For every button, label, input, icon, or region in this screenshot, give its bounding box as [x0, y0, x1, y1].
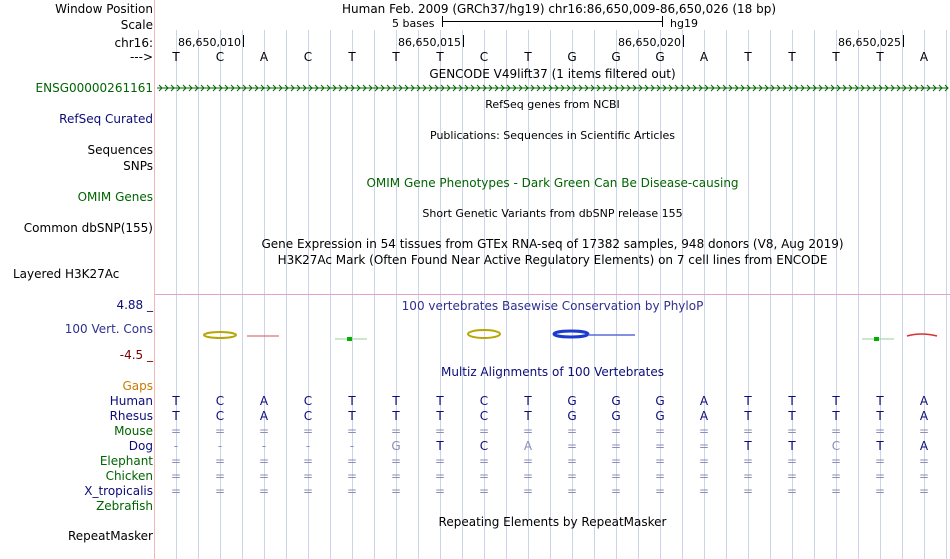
- alignment-base: =: [478, 484, 490, 498]
- ruler-position-3: 86,650,020: [618, 36, 681, 49]
- phylop-logo-g: [554, 331, 588, 337]
- base-letter: T: [832, 50, 840, 64]
- alignment-base: A: [259, 394, 269, 408]
- alignment-base: T: [524, 409, 532, 423]
- alignment-base: T: [832, 409, 840, 423]
- base-letter: C: [215, 50, 225, 64]
- base-letter: A: [919, 50, 929, 64]
- alignment-base: =: [874, 484, 886, 498]
- base-letter: G: [567, 50, 577, 64]
- alignment-base: =: [698, 424, 710, 438]
- refseq-track-title: RefSeq genes from NCBI: [485, 98, 620, 111]
- alignment-base: C: [479, 394, 489, 408]
- alignment-base: =: [390, 424, 402, 438]
- refseq-track-label[interactable]: RefSeq Curated: [59, 112, 153, 126]
- alignment-base: =: [522, 424, 534, 438]
- alignment-base: G: [391, 439, 401, 453]
- gtex-track-title: Gene Expression in 54 tissues from GTEx RNA-seq of 17382 samples, 948 donors (V8, Aug 2019): [261, 237, 844, 251]
- alignment-base: A: [699, 409, 709, 423]
- alignment-base: =: [346, 484, 358, 498]
- ruler-tick-1: [243, 35, 244, 47]
- ruler-tick-3: [683, 35, 684, 47]
- phylop-logo-c-2: [468, 330, 500, 338]
- base-letter: A: [259, 50, 269, 64]
- base-letter: G: [611, 50, 621, 64]
- h3k27ac-track-label[interactable]: Layered H3K27Ac: [13, 267, 120, 281]
- multiz-species-label[interactable]: X_tropicalis: [84, 484, 153, 498]
- alignment-base: T: [788, 409, 796, 423]
- alignment-base: =: [214, 424, 226, 438]
- alignment-base: -: [173, 439, 179, 453]
- base-letter: A: [699, 50, 709, 64]
- phylop-point-2: [874, 337, 879, 341]
- alignment-base: C: [215, 394, 225, 408]
- ruler-position-2: 86,650,015: [398, 36, 461, 49]
- omim-track-label[interactable]: OMIM Genes: [77, 190, 153, 204]
- alignment-base: =: [874, 424, 886, 438]
- alignment-base: =: [346, 454, 358, 468]
- alignment-base: C: [479, 439, 489, 453]
- base-letter: T: [436, 50, 444, 64]
- alignment-base: =: [698, 469, 710, 483]
- alignment-base: =: [874, 454, 886, 468]
- alignment-base: =: [918, 484, 930, 498]
- alignment-base: =: [566, 469, 578, 483]
- alignment-base: =: [390, 469, 402, 483]
- alignment-base: =: [258, 469, 270, 483]
- alignment-base: G: [611, 409, 621, 423]
- multiz-species-label[interactable]: Chicken: [105, 469, 153, 483]
- alignment-base: =: [302, 469, 314, 483]
- dbsnp-track-title: Short Genetic Variants from dbSNP release 155: [422, 207, 683, 220]
- alignment-base: C: [303, 394, 313, 408]
- alignment-base: T: [524, 394, 532, 408]
- alignment-base: =: [918, 454, 930, 468]
- base-letter: T: [744, 50, 752, 64]
- alignment-base: =: [698, 454, 710, 468]
- alignment-base: =: [258, 424, 270, 438]
- base-letter: T: [348, 50, 356, 64]
- alignment-base: =: [786, 484, 798, 498]
- ruler-tick-4: [903, 35, 904, 47]
- repeatmasker-track-label[interactable]: RepeatMasker: [67, 529, 153, 543]
- alignment-base: A: [523, 439, 533, 453]
- alignment-base: T: [436, 409, 444, 423]
- base-letter: G: [655, 50, 665, 64]
- alignment-base: =: [786, 424, 798, 438]
- publications-track-title: Publications: Sequences in Scientific Articles: [430, 129, 675, 142]
- alignment-base: -: [261, 439, 267, 453]
- alignment-base: T: [172, 394, 180, 408]
- scale-bar: [442, 21, 663, 22]
- alignment-base: =: [258, 454, 270, 468]
- scale-assembly: hg19: [670, 17, 698, 30]
- alignment-base: A: [699, 394, 709, 408]
- alignment-base: =: [434, 424, 446, 438]
- multiz-species-label[interactable]: Mouse: [114, 424, 153, 438]
- alignment-base: T: [744, 409, 752, 423]
- alignment-base: =: [654, 454, 666, 468]
- phylop-track-title: 100 vertebrates Basewise Conservation by PhyloP: [401, 299, 704, 313]
- alignment-base: C: [303, 409, 313, 423]
- alignment-base: =: [214, 454, 226, 468]
- alignment-base: =: [566, 424, 578, 438]
- gencode-track-title: GENCODE V49lift37 (1 items filtered out): [429, 67, 676, 81]
- alignment-base: =: [434, 484, 446, 498]
- alignment-base: =: [610, 484, 622, 498]
- alignment-base: =: [742, 454, 754, 468]
- base-letter: T: [788, 50, 796, 64]
- alignment-base: T: [876, 439, 884, 453]
- chrom-label: chr16:: [114, 36, 153, 50]
- alignment-base: T: [436, 394, 444, 408]
- alignment-base: T: [172, 409, 180, 423]
- multiz-track-title: Multiz Alignments of 100 Vertebrates: [440, 365, 665, 379]
- alignment-base: =: [918, 424, 930, 438]
- alignment-base: C: [831, 439, 841, 453]
- alignment-base: T: [744, 394, 752, 408]
- alignment-base: A: [919, 394, 929, 408]
- ruler-tick-2: [463, 35, 464, 47]
- alignment-base: =: [654, 484, 666, 498]
- h3k27ac-track-title: H3K27Ac Mark (Often Found Near Active Regulatory Elements) on 7 cell lines from ENCODE: [277, 253, 828, 267]
- scale-text: 5 bases: [392, 17, 435, 30]
- alignment-base: =: [346, 469, 358, 483]
- alignment-base: =: [522, 469, 534, 483]
- alignment-base: T: [788, 394, 796, 408]
- base-letter: C: [479, 50, 489, 64]
- alignment-base: =: [566, 439, 578, 453]
- alignment-base: -: [217, 439, 223, 453]
- alignment-base: =: [830, 469, 842, 483]
- alignment-base: A: [259, 409, 269, 423]
- alignment-base: =: [434, 454, 446, 468]
- gencode-gene-label[interactable]: [36, 81, 153, 95]
- window-position-label: Window Position: [55, 2, 153, 16]
- alignment-base: =: [170, 454, 182, 468]
- multiz-species-label[interactable]: Rhesus: [109, 409, 153, 423]
- base-letter: C: [303, 50, 313, 64]
- alignment-base: =: [390, 454, 402, 468]
- window-position-value: Human Feb. 2009 (GRCh37/hg19) chr16:86,650,009-86,650,026 (18 bp): [342, 2, 777, 16]
- alignment-base: =: [170, 484, 182, 498]
- alignment-base: -: [349, 439, 355, 453]
- alignment-base: =: [610, 454, 622, 468]
- alignment-base: A: [919, 439, 929, 453]
- multiz-species-label[interactable]: Dog: [128, 439, 153, 453]
- alignment-base: T: [348, 409, 356, 423]
- alignment-base: =: [654, 439, 666, 453]
- alignment-base: =: [258, 484, 270, 498]
- multiz-species-label[interactable]: Elephant: [99, 454, 153, 468]
- alignment-base: =: [522, 454, 534, 468]
- alignment-base: T: [876, 409, 884, 423]
- alignment-base: =: [830, 424, 842, 438]
- alignment-base: =: [566, 484, 578, 498]
- alignment-base: =: [830, 454, 842, 468]
- alignment-base: =: [566, 454, 578, 468]
- ruler-position-4: 86,650,025: [838, 36, 901, 49]
- ruler-position-1: 86,650,010: [178, 36, 241, 49]
- alignment-base: =: [874, 469, 886, 483]
- gencode-gene-feature[interactable]: [155, 82, 950, 94]
- alignment-base: =: [522, 484, 534, 498]
- alignment-base: =: [214, 484, 226, 498]
- base-letter: T: [392, 50, 400, 64]
- alignment-base: =: [830, 484, 842, 498]
- alignment-base: =: [346, 424, 358, 438]
- scale-bar-right-cap: [662, 16, 663, 27]
- omim-track-title: OMIM Gene Phenotypes - Dark Green Can Be Disease-causing: [366, 176, 739, 190]
- repeatmasker-track-title: Repeating Elements by RepeatMasker: [438, 515, 667, 529]
- scale-label: Scale: [120, 18, 153, 32]
- alignment-base: T: [832, 394, 840, 408]
- base-letter: T: [876, 50, 884, 64]
- alignment-base: G: [567, 409, 577, 423]
- phylop-point-1: [347, 337, 352, 341]
- alignment-base: =: [302, 484, 314, 498]
- alignment-base: =: [742, 469, 754, 483]
- alignment-base: T: [436, 439, 444, 453]
- alignment-base: =: [478, 469, 490, 483]
- alignment-base: =: [742, 424, 754, 438]
- multiz-species-label[interactable]: Human: [109, 394, 153, 408]
- alignment-base: T: [348, 394, 356, 408]
- alignment-base: T: [392, 409, 400, 423]
- multiz-gaps-label: Gaps: [122, 379, 153, 393]
- publications-track-label[interactable]: Sequences: [87, 143, 153, 157]
- phylop-logo-c-1: [204, 332, 236, 338]
- alignment-base: =: [698, 484, 710, 498]
- phylop-low-mark-5: [907, 334, 937, 336]
- base-letter: T: [172, 50, 180, 64]
- phylop-track-label[interactable]: 100 Vert. Cons: [64, 322, 153, 336]
- alignment-base: G: [655, 394, 665, 408]
- alignment-base: -: [305, 439, 311, 453]
- base-letter: T: [524, 50, 532, 64]
- alignment-base: =: [390, 484, 402, 498]
- alignment-base: T: [876, 394, 884, 408]
- phylop-conservation-plot: [155, 320, 950, 350]
- snps-track-label[interactable]: SNPs: [123, 159, 153, 173]
- alignment-base: =: [434, 469, 446, 483]
- alignment-base: G: [655, 409, 665, 423]
- alignment-base: A: [919, 409, 929, 423]
- alignment-base: =: [786, 469, 798, 483]
- track-divider-line: [155, 294, 950, 295]
- alignment-base: =: [478, 454, 490, 468]
- gencode-gene-link[interactable]: ENSG00000261161: [35, 81, 153, 95]
- alignment-base: =: [654, 424, 666, 438]
- alignment-base: =: [170, 424, 182, 438]
- alignment-base: =: [478, 424, 490, 438]
- alignment-base: =: [698, 439, 710, 453]
- alignment-base: T: [744, 439, 752, 453]
- alignment-base: =: [610, 469, 622, 483]
- alignment-base: =: [610, 439, 622, 453]
- alignment-base: G: [567, 394, 577, 408]
- phylop-max-label: 4.88 _: [116, 298, 153, 312]
- dbsnp-track-label[interactable]: Common dbSNP(155): [23, 221, 153, 235]
- alignment-base: =: [786, 454, 798, 468]
- alignment-base: =: [302, 454, 314, 468]
- alignment-base: =: [742, 484, 754, 498]
- alignment-base: =: [654, 469, 666, 483]
- alignment-base: C: [479, 409, 489, 423]
- alignment-base: =: [610, 424, 622, 438]
- alignment-base: =: [918, 469, 930, 483]
- alignment-base: =: [302, 424, 314, 438]
- strand-label: --->: [129, 50, 153, 64]
- alignment-base: =: [214, 469, 226, 483]
- alignment-base: C: [215, 409, 225, 423]
- alignment-base: =: [170, 469, 182, 483]
- alignment-base: T: [788, 439, 796, 453]
- alignment-base: T: [392, 394, 400, 408]
- phylop-min-label: -4.5 _: [119, 348, 153, 362]
- multiz-species-label[interactable]: Zebrafish: [96, 499, 153, 513]
- alignment-base: G: [611, 394, 621, 408]
